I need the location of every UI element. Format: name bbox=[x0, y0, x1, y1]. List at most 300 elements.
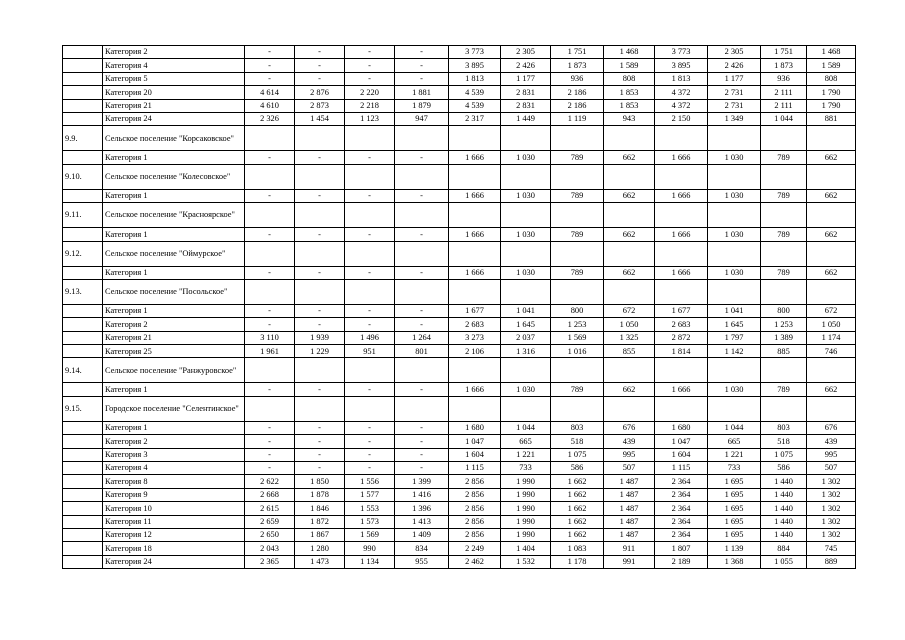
value-cell: 507 bbox=[807, 462, 856, 475]
value-cell: 665 bbox=[501, 435, 551, 448]
row-number bbox=[63, 502, 103, 515]
value-cell: - bbox=[345, 421, 395, 434]
value-cell: 1 050 bbox=[807, 318, 856, 331]
value-cell: 1 016 bbox=[551, 345, 604, 358]
value-cell: 1 573 bbox=[345, 515, 395, 528]
value-cell bbox=[395, 241, 449, 266]
table-body bbox=[63, 46, 856, 569]
row-number bbox=[63, 555, 103, 568]
value-cell bbox=[395, 396, 449, 421]
row-label: Сельское поселение "Оймурское" bbox=[103, 241, 245, 266]
value-cell: 1 873 bbox=[551, 59, 604, 72]
value-cell: 1 468 bbox=[807, 46, 856, 59]
value-cell: 789 bbox=[761, 266, 807, 279]
row-label: Категория 2 bbox=[103, 435, 245, 448]
value-cell: - bbox=[245, 304, 295, 317]
row-label: Категория 10 bbox=[103, 502, 245, 515]
value-cell bbox=[551, 279, 604, 304]
value-cell: 733 bbox=[501, 462, 551, 475]
value-cell: - bbox=[345, 189, 395, 202]
value-cell: 2 111 bbox=[761, 86, 807, 99]
value-cell: - bbox=[345, 462, 395, 475]
value-cell bbox=[604, 241, 655, 266]
value-cell: 662 bbox=[807, 266, 856, 279]
value-cell bbox=[807, 164, 856, 189]
value-cell: 800 bbox=[551, 304, 604, 317]
value-cell: 2 249 bbox=[449, 542, 501, 555]
value-cell: 1 813 bbox=[449, 72, 501, 85]
value-cell: 947 bbox=[395, 112, 449, 125]
value-cell bbox=[501, 241, 551, 266]
value-cell: 2 186 bbox=[551, 99, 604, 112]
value-cell: 1 115 bbox=[449, 462, 501, 475]
row-number: 9.13. bbox=[63, 279, 103, 304]
value-cell: 2 426 bbox=[501, 59, 551, 72]
row-label: Категория 5 bbox=[103, 72, 245, 85]
table-row bbox=[63, 59, 856, 72]
value-cell: 995 bbox=[807, 448, 856, 461]
value-cell: 1 083 bbox=[551, 542, 604, 555]
value-cell: 1 853 bbox=[604, 99, 655, 112]
value-cell: 1 349 bbox=[708, 112, 761, 125]
value-cell: 1 677 bbox=[449, 304, 501, 317]
row-number bbox=[63, 189, 103, 202]
value-cell: 1 055 bbox=[761, 555, 807, 568]
value-cell bbox=[604, 396, 655, 421]
value-cell: - bbox=[295, 304, 345, 317]
value-cell: 1 030 bbox=[501, 189, 551, 202]
value-cell: 1 440 bbox=[761, 502, 807, 515]
value-cell: 2 856 bbox=[449, 502, 501, 515]
value-cell: 1 316 bbox=[501, 345, 551, 358]
value-cell: - bbox=[245, 228, 295, 241]
value-cell bbox=[807, 396, 856, 421]
row-label: Категория 1 bbox=[103, 228, 245, 241]
row-label: Категория 1 bbox=[103, 266, 245, 279]
value-cell: 2 364 bbox=[655, 515, 708, 528]
value-cell: 1 030 bbox=[708, 383, 761, 396]
value-cell: 1 253 bbox=[761, 318, 807, 331]
row-label: Сельское поселение "Колесовское" bbox=[103, 164, 245, 189]
table-row bbox=[63, 555, 856, 568]
value-cell: 1 044 bbox=[761, 112, 807, 125]
value-cell: 1 302 bbox=[807, 528, 856, 541]
value-cell bbox=[655, 126, 708, 151]
value-cell: 1 253 bbox=[551, 318, 604, 331]
value-cell bbox=[345, 164, 395, 189]
value-cell: 803 bbox=[551, 421, 604, 434]
value-cell: 1 577 bbox=[345, 488, 395, 501]
value-cell: - bbox=[395, 462, 449, 475]
value-cell bbox=[604, 164, 655, 189]
row-label: Городское поселение "Селентинское" bbox=[103, 396, 245, 421]
value-cell: 2 364 bbox=[655, 528, 708, 541]
value-cell: 789 bbox=[761, 151, 807, 164]
value-cell bbox=[708, 396, 761, 421]
value-cell bbox=[604, 358, 655, 383]
value-cell: 662 bbox=[604, 189, 655, 202]
value-cell: 1 850 bbox=[295, 475, 345, 488]
value-cell: 676 bbox=[604, 421, 655, 434]
row-number bbox=[63, 99, 103, 112]
value-cell bbox=[708, 164, 761, 189]
row-label: Категория 1 bbox=[103, 189, 245, 202]
value-cell: 1 044 bbox=[708, 421, 761, 434]
value-cell: 1 680 bbox=[655, 421, 708, 434]
value-cell: 672 bbox=[807, 304, 856, 317]
value-cell: 1 680 bbox=[449, 421, 501, 434]
value-cell: 3 895 bbox=[449, 59, 501, 72]
value-cell: 2 426 bbox=[708, 59, 761, 72]
value-cell: - bbox=[245, 318, 295, 331]
value-cell: 662 bbox=[604, 151, 655, 164]
value-cell: 1 990 bbox=[501, 515, 551, 528]
value-cell: 2 872 bbox=[655, 331, 708, 344]
value-cell bbox=[245, 203, 295, 228]
row-label: Сельское поселение "Посольское" bbox=[103, 279, 245, 304]
value-cell: 676 bbox=[807, 421, 856, 434]
value-cell: 1 047 bbox=[449, 435, 501, 448]
value-cell: 2 150 bbox=[655, 112, 708, 125]
row-number: 9.15. bbox=[63, 396, 103, 421]
value-cell: 1 666 bbox=[449, 228, 501, 241]
value-cell: 1 846 bbox=[295, 502, 345, 515]
value-cell: 4 372 bbox=[655, 99, 708, 112]
value-cell: 518 bbox=[761, 435, 807, 448]
value-cell: 1 280 bbox=[295, 542, 345, 555]
value-cell: 1 807 bbox=[655, 542, 708, 555]
value-cell bbox=[655, 241, 708, 266]
row-number: 9.11. bbox=[63, 203, 103, 228]
value-cell: - bbox=[295, 266, 345, 279]
row-number bbox=[63, 475, 103, 488]
value-cell bbox=[449, 164, 501, 189]
value-cell: 995 bbox=[604, 448, 655, 461]
value-cell: 1 487 bbox=[604, 488, 655, 501]
value-cell: 1 532 bbox=[501, 555, 551, 568]
value-cell: 1 468 bbox=[604, 46, 655, 59]
value-cell: 2 659 bbox=[245, 515, 295, 528]
row-number: 9.12. bbox=[63, 241, 103, 266]
value-cell: 2 856 bbox=[449, 528, 501, 541]
value-cell bbox=[295, 164, 345, 189]
value-cell: 1 695 bbox=[708, 488, 761, 501]
value-cell: 4 539 bbox=[449, 99, 501, 112]
value-cell: 1 119 bbox=[551, 112, 604, 125]
value-cell: - bbox=[295, 72, 345, 85]
value-cell: 1 662 bbox=[551, 475, 604, 488]
value-cell: 1 075 bbox=[761, 448, 807, 461]
value-cell bbox=[245, 358, 295, 383]
value-cell: - bbox=[295, 46, 345, 59]
value-cell: 789 bbox=[761, 228, 807, 241]
value-cell: 1 449 bbox=[501, 112, 551, 125]
row-number bbox=[63, 542, 103, 555]
section-row bbox=[63, 203, 856, 228]
value-cell bbox=[295, 358, 345, 383]
value-cell: 1 666 bbox=[449, 189, 501, 202]
value-cell: 1 177 bbox=[708, 72, 761, 85]
row-label: Категория 1 bbox=[103, 151, 245, 164]
value-cell: 1 041 bbox=[501, 304, 551, 317]
row-number bbox=[63, 331, 103, 344]
value-cell: 1 302 bbox=[807, 488, 856, 501]
value-cell bbox=[345, 203, 395, 228]
value-cell: 745 bbox=[807, 542, 856, 555]
value-cell: 1 178 bbox=[551, 555, 604, 568]
value-cell bbox=[245, 126, 295, 151]
value-cell bbox=[449, 358, 501, 383]
value-cell: 586 bbox=[551, 462, 604, 475]
value-cell: 1 790 bbox=[807, 99, 856, 112]
value-cell: - bbox=[345, 72, 395, 85]
row-label: Категория 4 bbox=[103, 59, 245, 72]
value-cell: 662 bbox=[807, 383, 856, 396]
value-cell bbox=[345, 241, 395, 266]
value-cell: 1 030 bbox=[501, 266, 551, 279]
value-cell: - bbox=[295, 462, 345, 475]
value-cell: 943 bbox=[604, 112, 655, 125]
value-cell: 2 856 bbox=[449, 488, 501, 501]
value-cell bbox=[708, 126, 761, 151]
table-row bbox=[63, 475, 856, 488]
value-cell: 1 813 bbox=[655, 72, 708, 85]
value-cell: 1 695 bbox=[708, 475, 761, 488]
value-cell bbox=[295, 241, 345, 266]
value-cell: 789 bbox=[551, 228, 604, 241]
value-cell: - bbox=[245, 383, 295, 396]
value-cell: - bbox=[345, 318, 395, 331]
value-cell: 1 666 bbox=[655, 383, 708, 396]
value-cell: 801 bbox=[395, 345, 449, 358]
table-row bbox=[63, 46, 856, 59]
value-cell bbox=[761, 358, 807, 383]
tariff-table bbox=[62, 45, 856, 569]
value-cell bbox=[551, 164, 604, 189]
row-label: Категория 11 bbox=[103, 515, 245, 528]
value-cell: 1 030 bbox=[708, 266, 761, 279]
value-cell bbox=[395, 203, 449, 228]
row-label: Категория 18 bbox=[103, 542, 245, 555]
value-cell bbox=[395, 164, 449, 189]
value-cell: - bbox=[245, 421, 295, 434]
value-cell: 2 317 bbox=[449, 112, 501, 125]
value-cell: 1 666 bbox=[655, 228, 708, 241]
value-cell: 1 569 bbox=[345, 528, 395, 541]
value-cell: - bbox=[245, 435, 295, 448]
value-cell: 662 bbox=[604, 228, 655, 241]
value-cell: 662 bbox=[604, 266, 655, 279]
row-label: Сельское поселение "Красноярское" bbox=[103, 203, 245, 228]
value-cell: 1 404 bbox=[501, 542, 551, 555]
value-cell: 951 bbox=[345, 345, 395, 358]
value-cell: 1 867 bbox=[295, 528, 345, 541]
table-row bbox=[63, 448, 856, 461]
row-label: Категория 20 bbox=[103, 86, 245, 99]
value-cell bbox=[655, 203, 708, 228]
value-cell: 834 bbox=[395, 542, 449, 555]
value-cell: 1 853 bbox=[604, 86, 655, 99]
value-cell: 2 043 bbox=[245, 542, 295, 555]
value-cell: - bbox=[345, 59, 395, 72]
value-cell: 800 bbox=[761, 304, 807, 317]
value-cell bbox=[761, 241, 807, 266]
value-cell: 1 047 bbox=[655, 435, 708, 448]
value-cell: - bbox=[395, 266, 449, 279]
table-row bbox=[63, 421, 856, 434]
value-cell: 439 bbox=[604, 435, 655, 448]
row-number bbox=[63, 462, 103, 475]
value-cell: 662 bbox=[807, 151, 856, 164]
value-cell: 1 662 bbox=[551, 488, 604, 501]
row-label: Категория 12 bbox=[103, 528, 245, 541]
value-cell bbox=[501, 396, 551, 421]
value-cell: 2 856 bbox=[449, 475, 501, 488]
value-cell: 3 773 bbox=[449, 46, 501, 59]
value-cell: 2 106 bbox=[449, 345, 501, 358]
value-cell bbox=[449, 203, 501, 228]
row-number bbox=[63, 72, 103, 85]
row-label: Сельское поселение "Ранжуровское" bbox=[103, 358, 245, 383]
value-cell: 2 364 bbox=[655, 502, 708, 515]
row-number bbox=[63, 435, 103, 448]
row-label: Категория 4 bbox=[103, 462, 245, 475]
row-number bbox=[63, 151, 103, 164]
value-cell: 2 731 bbox=[708, 86, 761, 99]
value-cell bbox=[761, 396, 807, 421]
section-row bbox=[63, 279, 856, 304]
table-row bbox=[63, 331, 856, 344]
value-cell bbox=[345, 279, 395, 304]
value-cell: 1 751 bbox=[761, 46, 807, 59]
value-cell: 1 142 bbox=[708, 345, 761, 358]
value-cell: 2 220 bbox=[345, 86, 395, 99]
value-cell bbox=[655, 164, 708, 189]
value-cell: 1 589 bbox=[807, 59, 856, 72]
value-cell: 3 110 bbox=[245, 331, 295, 344]
value-cell: 665 bbox=[708, 435, 761, 448]
value-cell: 1 939 bbox=[295, 331, 345, 344]
value-cell: 808 bbox=[604, 72, 655, 85]
value-cell bbox=[655, 358, 708, 383]
value-cell: 1 413 bbox=[395, 515, 449, 528]
value-cell bbox=[807, 126, 856, 151]
row-number: 9.14. bbox=[63, 358, 103, 383]
value-cell bbox=[345, 358, 395, 383]
value-cell: 2 189 bbox=[655, 555, 708, 568]
value-cell: - bbox=[345, 46, 395, 59]
value-cell: 1 440 bbox=[761, 515, 807, 528]
value-cell: 2 365 bbox=[245, 555, 295, 568]
value-cell bbox=[501, 358, 551, 383]
value-cell: - bbox=[295, 318, 345, 331]
value-cell: 1 556 bbox=[345, 475, 395, 488]
row-number bbox=[63, 46, 103, 59]
value-cell: - bbox=[245, 46, 295, 59]
row-label: Категория 25 bbox=[103, 345, 245, 358]
value-cell: 1 990 bbox=[501, 488, 551, 501]
value-cell bbox=[551, 358, 604, 383]
value-cell: 1 553 bbox=[345, 502, 395, 515]
value-cell: - bbox=[395, 189, 449, 202]
row-label: Категория 2 bbox=[103, 46, 245, 59]
value-cell: 1 389 bbox=[761, 331, 807, 344]
value-cell: 1 396 bbox=[395, 502, 449, 515]
value-cell: - bbox=[395, 318, 449, 331]
row-number bbox=[63, 515, 103, 528]
value-cell: - bbox=[395, 304, 449, 317]
value-cell: 1 666 bbox=[655, 266, 708, 279]
value-cell bbox=[551, 241, 604, 266]
value-cell bbox=[551, 203, 604, 228]
value-cell: 789 bbox=[761, 189, 807, 202]
value-cell bbox=[761, 164, 807, 189]
value-cell: 1 487 bbox=[604, 528, 655, 541]
value-cell: 662 bbox=[807, 228, 856, 241]
value-cell: 2 683 bbox=[449, 318, 501, 331]
value-cell bbox=[345, 126, 395, 151]
value-cell: 1 645 bbox=[501, 318, 551, 331]
value-cell: 911 bbox=[604, 542, 655, 555]
value-cell bbox=[395, 279, 449, 304]
value-cell: - bbox=[295, 189, 345, 202]
row-number bbox=[63, 528, 103, 541]
value-cell: 1 440 bbox=[761, 488, 807, 501]
value-cell: 1 662 bbox=[551, 502, 604, 515]
value-cell: - bbox=[395, 228, 449, 241]
value-cell: 1 879 bbox=[395, 99, 449, 112]
value-cell: 2 731 bbox=[708, 99, 761, 112]
value-cell bbox=[345, 396, 395, 421]
value-cell: 855 bbox=[604, 345, 655, 358]
value-cell bbox=[604, 279, 655, 304]
value-cell: 1 666 bbox=[655, 151, 708, 164]
value-cell: 1 487 bbox=[604, 475, 655, 488]
value-cell bbox=[655, 396, 708, 421]
value-cell: 1 440 bbox=[761, 528, 807, 541]
value-cell bbox=[395, 126, 449, 151]
value-cell: 1 990 bbox=[501, 475, 551, 488]
section-row bbox=[63, 396, 856, 421]
value-cell: 507 bbox=[604, 462, 655, 475]
row-label: Сельское поселение "Корсаковское" bbox=[103, 126, 245, 151]
row-label: Категория 9 bbox=[103, 488, 245, 501]
value-cell: 1 368 bbox=[708, 555, 761, 568]
value-cell: 4 372 bbox=[655, 86, 708, 99]
value-cell bbox=[708, 241, 761, 266]
table-row bbox=[63, 488, 856, 501]
value-cell: 1 044 bbox=[501, 421, 551, 434]
value-cell bbox=[501, 279, 551, 304]
value-cell bbox=[449, 126, 501, 151]
value-cell: 1 041 bbox=[708, 304, 761, 317]
value-cell bbox=[807, 203, 856, 228]
value-cell: 1 604 bbox=[449, 448, 501, 461]
value-cell: 2 326 bbox=[245, 112, 295, 125]
value-cell: 2 622 bbox=[245, 475, 295, 488]
value-cell: 1 677 bbox=[655, 304, 708, 317]
value-cell bbox=[708, 279, 761, 304]
row-number bbox=[63, 86, 103, 99]
value-cell: - bbox=[295, 151, 345, 164]
value-cell: - bbox=[345, 435, 395, 448]
value-cell: 1 030 bbox=[708, 151, 761, 164]
value-cell: - bbox=[245, 151, 295, 164]
value-cell: 881 bbox=[807, 112, 856, 125]
value-cell: 1 229 bbox=[295, 345, 345, 358]
value-cell: 2 364 bbox=[655, 475, 708, 488]
value-cell: 2 668 bbox=[245, 488, 295, 501]
